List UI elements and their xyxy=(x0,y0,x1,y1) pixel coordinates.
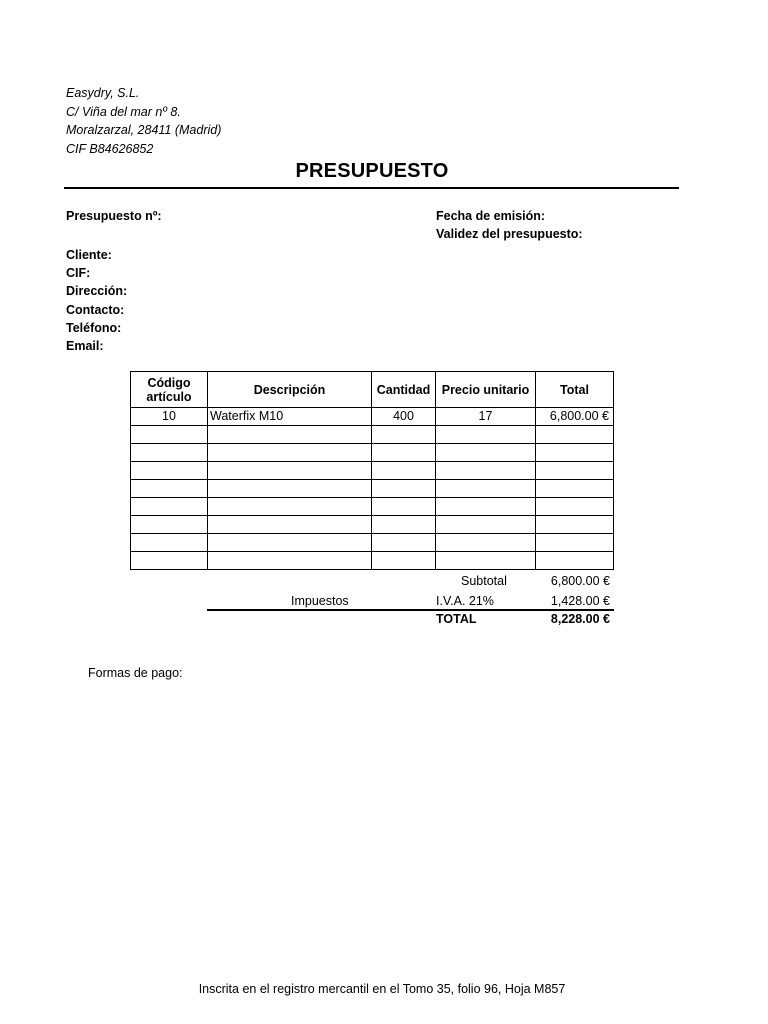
cell-descripcion xyxy=(208,444,372,462)
contacto-label: Contacto: xyxy=(66,302,125,317)
validez-label: Validez del presupuesto: xyxy=(436,227,583,241)
title-divider xyxy=(64,187,679,189)
subtotal-label: Subtotal xyxy=(461,574,507,588)
cell-precio xyxy=(436,462,536,480)
cell-cantidad xyxy=(372,444,436,462)
header-total: Total xyxy=(536,372,614,408)
cif-label: CIF: xyxy=(66,266,91,281)
table-row xyxy=(131,480,614,498)
cell-descripcion xyxy=(208,552,372,570)
client-fields xyxy=(66,246,127,355)
table-row xyxy=(131,498,614,516)
table-row xyxy=(131,408,614,426)
cell-precio: 17 xyxy=(436,408,536,426)
cell-cantidad xyxy=(372,462,436,480)
iva-value: 1,428.00 € xyxy=(550,594,610,608)
header-descripcion: Descripción xyxy=(208,372,372,408)
company-name: Easydry, S.L. xyxy=(66,86,140,100)
header-precio: Precio unitario xyxy=(436,372,536,408)
cell-cantidad xyxy=(372,480,436,498)
formas-pago-label: Formas de pago: xyxy=(88,666,183,680)
cell-precio xyxy=(436,444,536,462)
table-row xyxy=(131,516,614,534)
cell-precio xyxy=(436,534,536,552)
cell-codigo xyxy=(131,444,208,462)
cell-cantidad xyxy=(372,516,436,534)
cell-precio xyxy=(436,552,536,570)
cell-cantidad xyxy=(372,426,436,444)
cell-codigo xyxy=(131,462,208,480)
header-cantidad: Cantidad xyxy=(372,372,436,408)
table-row xyxy=(131,462,614,480)
fecha-emision-label: Fecha de emisión: xyxy=(436,209,546,223)
cell-descripcion xyxy=(208,516,372,534)
cell-precio xyxy=(436,480,536,498)
company-address: C/ Viña del mar nº 8. xyxy=(66,104,181,119)
table-row xyxy=(131,426,614,444)
company-cif: CIF B84626852 xyxy=(66,141,154,156)
cell-codigo xyxy=(131,426,208,444)
cell-total xyxy=(536,426,614,444)
document-title: PRESUPUESTO xyxy=(295,160,449,182)
cell-codigo xyxy=(131,498,208,516)
presupuesto-number-label: Presupuesto nº: xyxy=(66,209,162,223)
cell-codigo xyxy=(131,552,208,570)
cell-total xyxy=(536,534,614,552)
cell-descripcion: Waterfix M10 xyxy=(208,408,372,426)
cell-precio xyxy=(436,498,536,516)
table-row xyxy=(131,552,614,570)
cell-descripcion xyxy=(208,534,372,552)
total-label: TOTAL xyxy=(436,612,477,626)
items-table xyxy=(130,371,614,570)
cell-descripcion xyxy=(208,480,372,498)
cell-cantidad xyxy=(372,552,436,570)
cell-cantidad xyxy=(372,498,436,516)
header-codigo-line1: Código xyxy=(147,375,191,390)
total-value: 8,228.00 € xyxy=(550,612,610,626)
cell-total xyxy=(536,480,614,498)
cell-total xyxy=(536,516,614,534)
iva-label: I.V.A. 21% xyxy=(436,594,494,608)
cell-total xyxy=(536,444,614,462)
cell-total xyxy=(536,552,614,570)
company-city: Moralzarzal, 28411 (Madrid) xyxy=(66,123,222,137)
company-info xyxy=(66,84,221,158)
total-divider xyxy=(207,609,614,611)
cell-precio xyxy=(436,516,536,534)
cell-codigo xyxy=(131,516,208,534)
cell-total xyxy=(536,498,614,516)
cell-precio xyxy=(436,426,536,444)
cell-descripcion xyxy=(208,426,372,444)
cell-cantidad xyxy=(372,534,436,552)
table-header-row xyxy=(131,372,614,408)
cell-total: 6,800.00 € xyxy=(536,408,614,426)
impuestos-label: Impuestos xyxy=(291,594,349,608)
footer-registry: Inscrita en el registro mercantil en el Tomo 35, folio 96, Hoja M857 xyxy=(198,982,566,996)
cell-codigo xyxy=(131,534,208,552)
subtotal-value: 6,800.00 € xyxy=(550,574,610,588)
cliente-label: Cliente: xyxy=(66,248,112,262)
telefono-label: Teléfono: xyxy=(66,320,122,335)
direccion-label: Dirección: xyxy=(66,284,128,299)
table-row xyxy=(131,534,614,552)
cell-codigo: 10 xyxy=(131,408,208,426)
header-codigo xyxy=(131,372,208,408)
cell-codigo xyxy=(131,480,208,498)
cell-total xyxy=(536,462,614,480)
cell-cantidad: 400 xyxy=(372,408,436,426)
email-label: Email: xyxy=(66,338,104,353)
cell-descripcion xyxy=(208,498,372,516)
cell-descripcion xyxy=(208,462,372,480)
table-row xyxy=(131,444,614,462)
header-codigo-line2: artículo xyxy=(146,389,192,404)
